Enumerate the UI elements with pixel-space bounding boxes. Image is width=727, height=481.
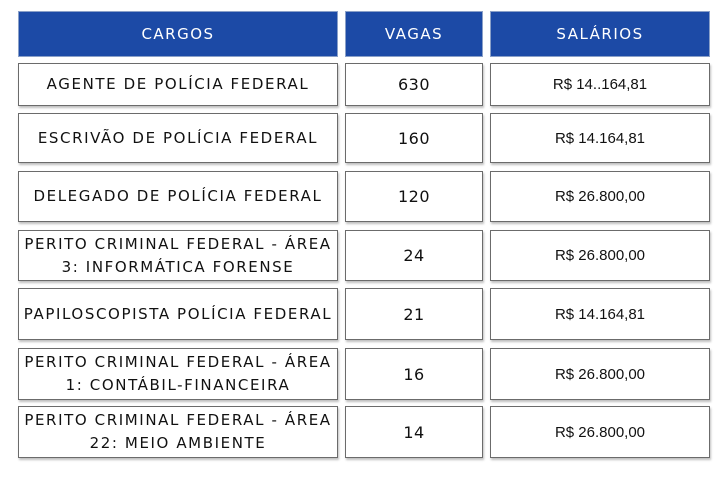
table-row-vagas: 160 bbox=[345, 113, 483, 163]
table-row-cargo: PERITO CRIMINAL FEDERAL - ÁREA 3: INFORMÁTICA FORENSE bbox=[18, 230, 338, 281]
table-row-vagas: 630 bbox=[345, 63, 483, 106]
table-row-salario: R$ 26.800,00 bbox=[490, 406, 710, 458]
table-row-vagas: 16 bbox=[345, 348, 483, 400]
table-row-salario: R$ 26.800,00 bbox=[490, 171, 710, 222]
table-row-cargo: PERITO CRIMINAL FEDERAL - ÁREA 1: CONTÁBIL-FINANCEIRA bbox=[18, 348, 338, 400]
table-row-cargo: DELEGADO DE POLÍCIA FEDERAL bbox=[18, 171, 338, 222]
table-row-salario: R$ 26.800,00 bbox=[490, 230, 710, 281]
table-row-cargo: PAPILOSCOPISTA POLÍCIA FEDERAL bbox=[18, 288, 338, 340]
table-row-vagas: 14 bbox=[345, 406, 483, 458]
table-row-salario: R$ 26.800,00 bbox=[490, 348, 710, 400]
table-row-cargo: AGENTE DE POLÍCIA FEDERAL bbox=[18, 63, 338, 106]
header-cargos: CARGOS bbox=[18, 11, 338, 57]
table-row-salario: R$ 14.164,81 bbox=[490, 288, 710, 340]
table-row-cargo: ESCRIVÃO DE POLÍCIA FEDERAL bbox=[18, 113, 338, 163]
table-row-vagas: 120 bbox=[345, 171, 483, 222]
table-row-salario: R$ 14.164,81 bbox=[490, 113, 710, 163]
header-vagas: VAGAS bbox=[345, 11, 483, 57]
table-row-cargo: PERITO CRIMINAL FEDERAL - ÁREA 22: MEIO AMBIENTE bbox=[18, 406, 338, 458]
table-row-vagas: 24 bbox=[345, 230, 483, 281]
table-row-salario: R$ 14..164,81 bbox=[490, 63, 710, 106]
table-row-vagas: 21 bbox=[345, 288, 483, 340]
header-salarios: SALÁRIOS bbox=[490, 11, 710, 57]
